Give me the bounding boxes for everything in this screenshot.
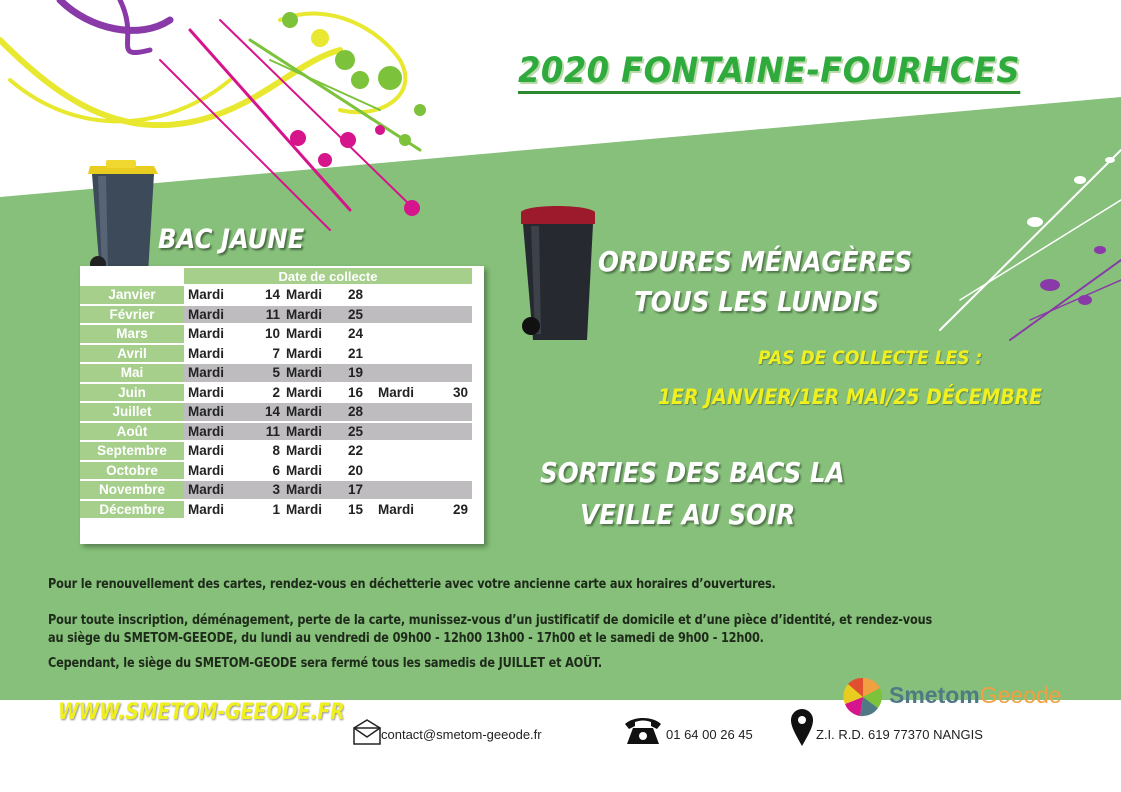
- contact-address: Z.I. R.D. 619 77370 NANGIS: [816, 727, 983, 742]
- table-row: [80, 286, 472, 304]
- date-cell: [376, 462, 438, 480]
- date-cell: 10: [264, 326, 280, 342]
- date-cell: 7: [272, 345, 280, 361]
- table-row: [80, 306, 472, 324]
- info-fermeture: Cependant, le siège du SMETOM-GEODE sera fermé tous les samedis de JUILLET et AOÛT.: [48, 656, 603, 671]
- date-cell: Mardi: [378, 501, 415, 517]
- contact-phone[interactable]: 01 64 00 26 45: [666, 727, 753, 742]
- contact-email[interactable]: contact@smetom-geeode.fr: [381, 727, 542, 742]
- date-cell: Mardi: [284, 364, 348, 382]
- ordures-line2: TOUS LES LUNDIS: [634, 285, 880, 318]
- date-cell: 28: [348, 403, 376, 421]
- month-cell: Juillet: [80, 403, 184, 421]
- location-pin-icon: [790, 708, 814, 748]
- table-row: [80, 384, 472, 402]
- date-cell: Mardi: [184, 403, 246, 421]
- date-cell: 19: [348, 364, 376, 382]
- date-cell: 11: [246, 306, 284, 324]
- sorties-line1: SORTIES DES BACS LA: [540, 456, 845, 489]
- date-cell: [376, 403, 438, 421]
- date-cell: 24: [348, 326, 364, 342]
- pas-collecte-line2: 1ER JANVIER/1ER MAI/25 DÉCEMBRE: [658, 385, 1043, 409]
- date-cell: 20: [348, 462, 364, 478]
- table-row: [80, 501, 472, 519]
- date-cell: [376, 306, 438, 324]
- date-cell: [376, 423, 438, 441]
- date-cell: 30: [452, 384, 468, 400]
- date-cell: Mardi: [284, 423, 348, 441]
- date-cell: 11: [246, 423, 284, 441]
- date-cell: Mardi: [286, 326, 323, 342]
- date-cell: [438, 286, 472, 304]
- date-cell: [376, 286, 438, 304]
- month-cell: Mars: [80, 325, 184, 343]
- date-cell: Mardi: [284, 306, 348, 324]
- table-row: [80, 325, 472, 343]
- date-cell: [438, 325, 472, 343]
- date-cell: [376, 325, 438, 343]
- info-horaires: au siège du SMETOM-GEEODE, du lundi au vendredi de 09h00 - 12h00 13h00 - 17h00 et le samedi de 9h00 - 12h00.: [48, 631, 764, 646]
- month-cell: Octobre: [80, 462, 184, 480]
- smetom-logo: [842, 676, 1082, 720]
- date-cell: Mardi: [188, 384, 225, 400]
- date-cell: 28: [348, 287, 364, 303]
- month-cell: Avril: [80, 345, 184, 363]
- sorties-line2: VEILLE AU SOIR: [580, 498, 796, 531]
- date-cell: 17: [348, 481, 376, 499]
- logo-text-smetom: Smetom: [889, 682, 980, 708]
- website-link[interactable]: WWW.SMETOM-GEEODE.FR: [58, 700, 345, 725]
- date-cell: [438, 481, 472, 499]
- date-cell: 14: [264, 287, 280, 303]
- date-cell: Mardi: [188, 345, 225, 361]
- date-cell: Mardi: [184, 481, 246, 499]
- logo-text-geeode: Geeode: [979, 682, 1062, 708]
- date-cell: 25: [348, 423, 376, 441]
- date-cell: [438, 403, 472, 421]
- date-cell: 22: [348, 443, 364, 459]
- date-cell: [438, 364, 472, 382]
- date-cell: [376, 442, 438, 460]
- date-cell: [438, 306, 472, 324]
- date-cell: [376, 364, 438, 382]
- yellow-bin-icon: [86, 158, 160, 280]
- date-cell: Mardi: [286, 345, 323, 361]
- table-row: [80, 481, 472, 499]
- date-cell: [376, 481, 438, 499]
- date-cell: [438, 345, 472, 363]
- black-bin-icon: [517, 202, 599, 344]
- collection-calendar: [80, 266, 472, 520]
- date-cell: 29: [452, 501, 468, 517]
- date-cell: Mardi: [184, 306, 246, 324]
- table-row: [80, 345, 472, 363]
- month-cell: Septembre: [80, 442, 184, 460]
- collection-table: [80, 266, 484, 544]
- phone-icon: [623, 716, 663, 746]
- date-cell: Mardi: [284, 403, 348, 421]
- date-cell: 2: [272, 384, 280, 400]
- table-header: Date de collecte: [184, 268, 472, 284]
- mail-icon: [352, 718, 382, 746]
- month-cell: Novembre: [80, 481, 184, 499]
- date-cell: Mardi: [378, 384, 415, 400]
- date-cell: Mardi: [188, 501, 225, 517]
- date-cell: Mardi: [188, 326, 225, 342]
- date-cell: 5: [246, 364, 284, 382]
- date-cell: Mardi: [286, 287, 323, 303]
- date-cell: 14: [246, 403, 284, 421]
- month-cell: Décembre: [80, 501, 184, 519]
- date-cell: 3: [246, 481, 284, 499]
- smetom-logo-icon: [842, 676, 884, 718]
- date-cell: Mardi: [286, 501, 323, 517]
- date-cell: 1: [272, 501, 280, 517]
- table-row: [80, 403, 472, 421]
- date-cell: 21: [348, 345, 364, 361]
- date-cell: Mardi: [188, 287, 225, 303]
- pas-collecte-line1: PAS DE COLLECTE LES :: [758, 347, 983, 369]
- logo-text: [889, 682, 1062, 709]
- date-cell: 25: [348, 306, 376, 324]
- month-cell: Juin: [80, 384, 184, 402]
- date-cell: Mardi: [284, 481, 348, 499]
- table-row: [80, 462, 472, 480]
- date-cell: Mardi: [286, 384, 323, 400]
- date-cell: Mardi: [286, 462, 323, 478]
- table-row: [80, 442, 472, 460]
- date-cell: Mardi: [286, 443, 323, 459]
- date-cell: Mardi: [188, 462, 225, 478]
- date-cell: Mardi: [188, 443, 225, 459]
- ordures-line1: ORDURES MÉNAGÈRES: [598, 245, 913, 278]
- date-cell: Mardi: [184, 364, 246, 382]
- info-renouvellement: Pour le renouvellement des cartes, rendez-vous en déchetterie avec votre ancienne carte aux horaires d’ouvertures.: [48, 577, 776, 592]
- date-cell: [376, 345, 438, 363]
- month-cell: Février: [80, 306, 184, 324]
- date-cell: 8: [272, 443, 280, 459]
- month-cell: Août: [80, 423, 184, 441]
- bac-jaune-label: BAC JAUNE: [158, 224, 305, 255]
- date-cell: 15: [348, 501, 364, 517]
- date-cell: [438, 462, 472, 480]
- month-cell: Mai: [80, 364, 184, 382]
- month-cell: Janvier: [80, 286, 184, 304]
- table-row: [80, 423, 472, 441]
- date-cell: Mardi: [184, 423, 246, 441]
- date-cell: 16: [348, 384, 364, 400]
- page-title: 2020 FONTAINE-FOURHCES: [518, 52, 1020, 94]
- date-cell: [438, 423, 472, 441]
- table-row: [80, 364, 472, 382]
- date-cell: [438, 442, 472, 460]
- info-inscription: Pour toute inscription, déménagement, perte de la carte, munissez-vous d’un justificatif de domicile et d’une pièce d’identité, et rendez-vous: [48, 613, 933, 628]
- date-cell: 6: [272, 462, 280, 478]
